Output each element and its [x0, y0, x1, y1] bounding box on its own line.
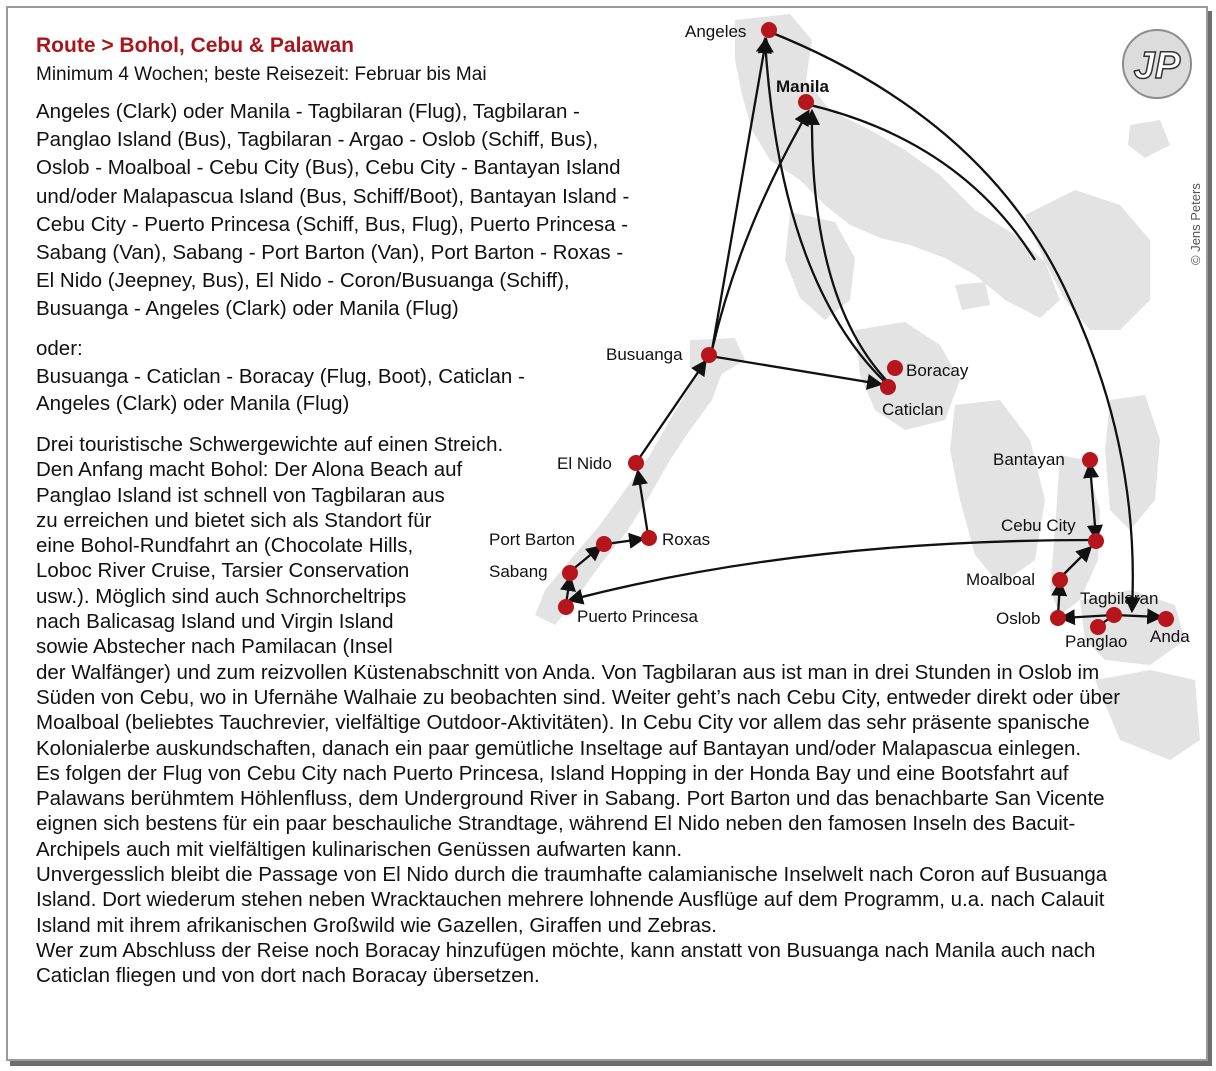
description-line: sowie Abstecher nach Pamilacan (Insel	[36, 635, 393, 659]
description-line: Archipels auch mit vielfältigen kulinarischen Genüssen aufwarten kann.	[36, 837, 683, 861]
city-label-sabang: Sabang	[489, 562, 548, 581]
description-line: Moalboal (beliebtes Tauchrevier, vielfältige Outdoor-Aktivitäten). In Cebu City vor allem das sehr präsente spanische	[36, 711, 1090, 735]
copyright-notice: © Jens Peters	[1188, 183, 1203, 265]
description-line: Island. Dort wiederum stehen neben Wracktauchen mehrere lohnende Ausflüge auf dem Programm, u.a. nach Calauit	[36, 888, 1105, 912]
route-line: Angeles (Clark) oder Manila - Tagbilaran (Flug), Tagbilaran -	[36, 100, 580, 123]
route-description	[36, 98, 629, 324]
city-marker-anda	[1158, 611, 1174, 627]
city-label-moalboal: Moalboal	[966, 570, 1035, 589]
city-label-manila: Manila	[776, 77, 829, 96]
page-subtitle: Minimum 4 Wochen; beste Reisezeit: Februar bis Mai	[36, 64, 487, 85]
city-label-port-barton: Port Barton	[489, 530, 575, 549]
description-line: Palawans berühmtem Höhlenfluss, dem Underground River in Sabang. Port Barton und das benachbarte San Vicente	[36, 787, 1105, 811]
description-line: Loboc River Cruise, Tarsier Conservation	[36, 559, 410, 583]
route-line: Oslob - Moalboal - Cebu City (Bus), Cebu City - Bantayan Island	[36, 156, 621, 180]
land-luzon	[735, 14, 1060, 318]
description-line: Caticlan fliegen und von dort nach Boracay übersetzen.	[36, 964, 540, 988]
city-label-roxas: Roxas	[662, 530, 711, 549]
page-title: Route > Bohol, Cebu & Palawan	[36, 34, 354, 57]
route-busuanga-angeles	[712, 40, 766, 350]
city-label-busuanga: Busuanga	[606, 345, 683, 364]
route-line: El Nido (Jeepney, Bus), El Nido - Coron/Busuanga (Schiff),	[36, 269, 570, 293]
route-line: Cebu City - Puerto Princesa (Schiff, Bus, Flug), Puerto Princesa -	[36, 212, 629, 236]
alt-route-line: Angeles (Clark) oder Manila (Flug)	[36, 392, 350, 415]
city-label-tagbilaran: Tagbilaran	[1080, 589, 1159, 608]
city-label-el-nido: El Nido	[557, 454, 612, 473]
city-label-puerto-princesa: Puerto Princesa	[577, 607, 698, 626]
route-line: und/oder Malapascua Island (Bus, Schiff/Boot), Bantayan Island -	[36, 184, 630, 208]
description-line: Unvergesslich bleibt die Passage von El Nido durch die traumhafte calamianische Inselwelt nach Coron auf Busuanga	[36, 863, 1108, 887]
description-line: Es folgen der Flug von Cebu City nach Puerto Princesa, Island Hopping in der Honda Bay und eine Bootsfahrt auf	[36, 761, 1069, 785]
description-line: Wer zum Abschluss der Reise noch Boracay hinzufügen möchte, kann anstatt von Busuanga nach Manila auch nach	[36, 938, 1096, 962]
city-label-caticlan: Caticlan	[882, 400, 944, 419]
city-marker-boracay	[887, 360, 903, 376]
city-label-angeles: Angeles	[685, 22, 747, 41]
description-line: nach Balicasag Island und Virgin Island	[36, 610, 394, 634]
description-line: Panglao Island ist schnell von Tagbilaran aus	[36, 483, 445, 507]
city-marker-manila	[798, 94, 814, 110]
logo-text: JP	[1133, 45, 1181, 87]
description-line: usw.). Möglich sind auch Schnorcheltrips	[36, 584, 407, 608]
alternative-route	[36, 363, 525, 417]
city-label-bantayan: Bantayan	[993, 450, 1065, 469]
city-marker-caticlan	[880, 379, 896, 395]
city-label-boracay: Boracay	[906, 361, 969, 380]
city-label-cebu-city: Cebu City	[1001, 516, 1076, 535]
route-line: Sabang (Van), Sabang - Port Barton (Van), Port Barton - Roxas -	[36, 241, 624, 265]
route-line: Busuanga - Angeles (Clark) oder Manila (Flug)	[36, 297, 459, 321]
route-busuanga-caticlan	[710, 356, 880, 384]
alternative-label: oder:	[36, 337, 83, 360]
description-line: Drei touristische Schwergewichte auf einen Streich.	[36, 433, 504, 456]
land-islet-a	[1128, 120, 1170, 158]
description-line: Den Anfang macht Bohol: Der Alona Beach auf	[36, 458, 463, 482]
description-line: eine Bohol-Rundfahrt an (Chocolate Hills,	[36, 534, 414, 558]
jp-logo	[1123, 30, 1191, 98]
description-line: zu erreichen und bietet sich als Standort für	[36, 508, 432, 532]
description-line: eignen sich bestens für ein paar beschauliche Strandtage, während El Nido neben den famosen Inseln des Bacuit-	[36, 812, 1076, 836]
city-label-oslob: Oslob	[996, 609, 1041, 628]
alt-route-line: Busuanga - Caticlan - Boracay (Flug, Boot), Caticlan -	[36, 365, 525, 388]
land-islet-b	[955, 282, 990, 310]
description-line: der Walfänger) und zum reizvollen Küstenabschnitt von Anda. Von Tagbilaran aus ist man in drei Stunden in Oslob im	[36, 660, 1100, 684]
travel-description	[36, 432, 1120, 989]
description-line: Kolonialerbe auskundschaften, danach ein paar gemütliche Inseltage auf Bantayan und/oder Malapascua einlegen.	[36, 736, 1082, 760]
route-line: Panglao Island (Bus), Tagbilaran - Argao - Oslob (Schiff, Bus),	[36, 128, 599, 152]
city-marker-busuanga	[701, 347, 717, 363]
city-label-anda: Anda	[1150, 627, 1190, 646]
description-line: Süden von Cebu, wo in Ufernähe Walhaie zu beobachten sind. Weiter geht’s nach Cebu City, entweder direkt oder über	[36, 685, 1121, 709]
city-marker-angeles	[761, 22, 777, 38]
city-label-panglao: Panglao	[1065, 632, 1128, 651]
description-line: Island mit ihrem afrikanischen Großwild wie Gazellen, Giraffen und Zebras.	[36, 913, 717, 937]
